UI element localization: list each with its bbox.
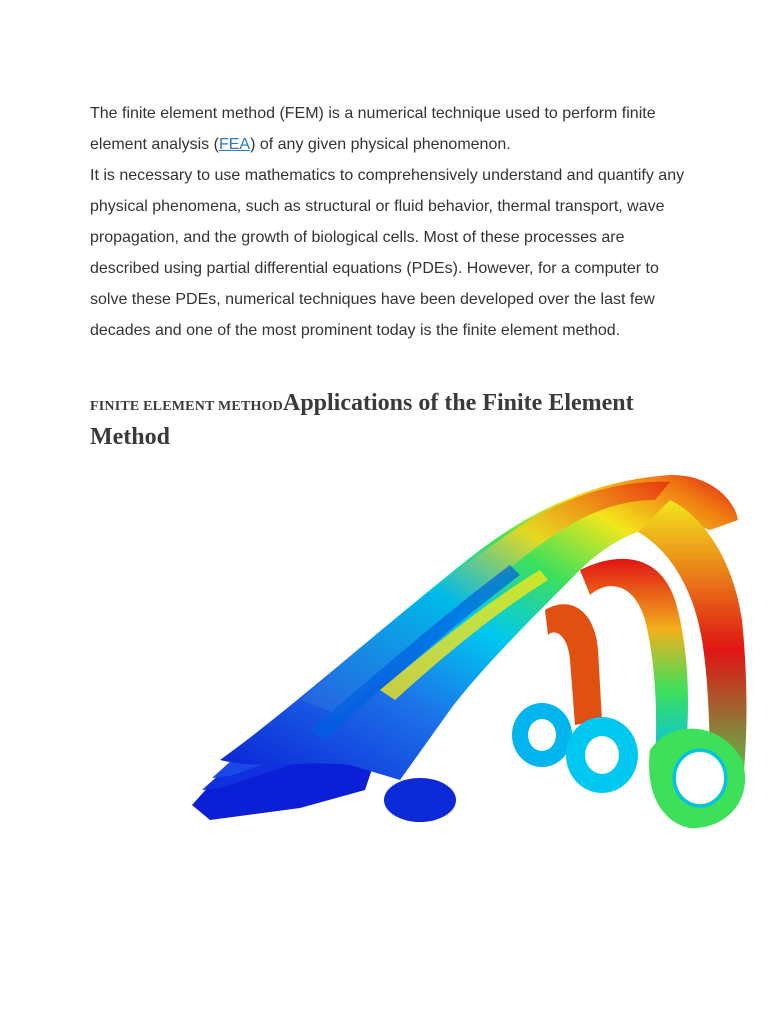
- fem-stress-bracket-icon: [150, 460, 760, 860]
- fea-link[interactable]: FEA: [218, 136, 251, 153]
- intro-paragraph-1-text-b: ) of any given physical phenomenon.: [250, 136, 511, 153]
- heading-prefix: FINITE ELEMENT METHOD: [90, 399, 283, 414]
- intro-paragraph-1-text-a: The finite element method (FEM) is a numerical technique used to perform finite element analysis (: [90, 105, 656, 153]
- heading-title: Applications of the Finite Element Method: [90, 390, 634, 450]
- intro-paragraph-2: It is necessary to use mathematics to comprehensively understand and quantify any physical phenomena, such as structural or fluid behavior, thermal transport, wave propagation, and the growth of biological cells. Most of these processes are described using partial differential equations (PDEs). However, for a computer to solve these PDEs, numerical techniques have been developed over the last few decades and one of the most prominent today is the finite element method.: [90, 167, 685, 339]
- section-heading: [90, 388, 690, 453]
- intro-paragraph-1: [90, 98, 690, 160]
- intro-text: [90, 98, 690, 346]
